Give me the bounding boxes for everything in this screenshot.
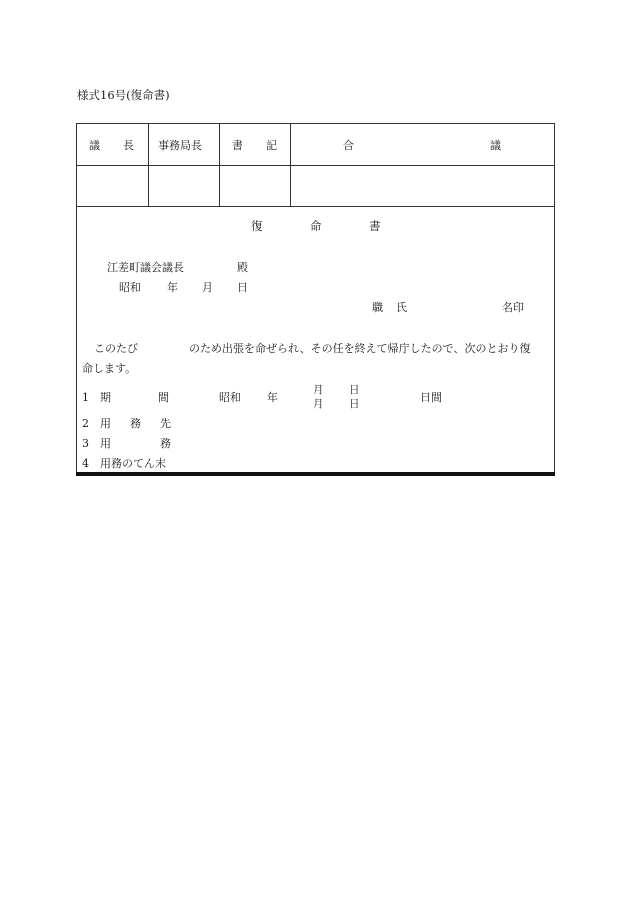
item-label: 用務のてん末 [100,457,166,470]
date-month: 月 [202,281,213,294]
form-title: 様式16号(復命書) [77,88,170,102]
approval-table-bottom-border [77,206,554,207]
item-label-char: 務 [160,437,171,450]
item-label-char: 間 [158,391,169,404]
period-start-month: 月 [313,384,324,396]
date-year: 年 [167,281,178,294]
header-char: 議 [490,139,501,152]
date-era: 昭和 [119,281,141,294]
document-frame [76,123,555,475]
header-char: 長 [123,139,134,152]
date-day: 日 [237,281,248,294]
period-year: 年 [267,391,278,404]
approval-column-divider [148,124,149,206]
item-label-char: 用 [100,437,111,450]
signature-title-label: 職 [372,301,383,314]
item-label-char: 先 [160,417,171,430]
approval-column-divider [219,124,220,206]
body-line1-end: のため出張を命ぜられ、その任を終えて帰庁したので、次のとおり復 [189,342,531,355]
header-char: 書 [232,139,243,152]
signature-seal-label: 名印 [502,301,524,314]
item-label-char: 用 [100,417,111,430]
addressee-honorific: 殿 [237,261,248,274]
body-line1-start: このたび [94,342,138,355]
period-era: 昭和 [219,391,241,404]
body-line2: 命します。 [82,362,137,375]
title-char: 命 [310,219,322,233]
title-char: 復 [251,219,263,233]
item-number: 2 [82,417,89,430]
addressee-name: 江差町議会議長 [107,261,184,274]
item-number: 1 [82,391,89,404]
approval-column-divider [290,124,291,206]
header-char: 議 [89,139,100,152]
item-label-char: 期 [100,391,111,404]
signature-name-label: 氏 [396,301,407,314]
period-end-day: 日 [349,398,360,410]
item-number: 3 [82,437,89,450]
item-number: 4 [82,457,89,470]
header-char: 合 [343,139,354,152]
period-days-label: 日間 [420,391,442,404]
approval-header-secretariat-director: 事務局長 [158,139,202,152]
bottom-rule [76,472,555,476]
period-start-day: 日 [349,384,360,396]
item-label-char: 務 [130,417,141,430]
period-end-month: 月 [313,398,324,410]
title-char: 書 [369,219,381,233]
header-char: 記 [266,139,277,152]
